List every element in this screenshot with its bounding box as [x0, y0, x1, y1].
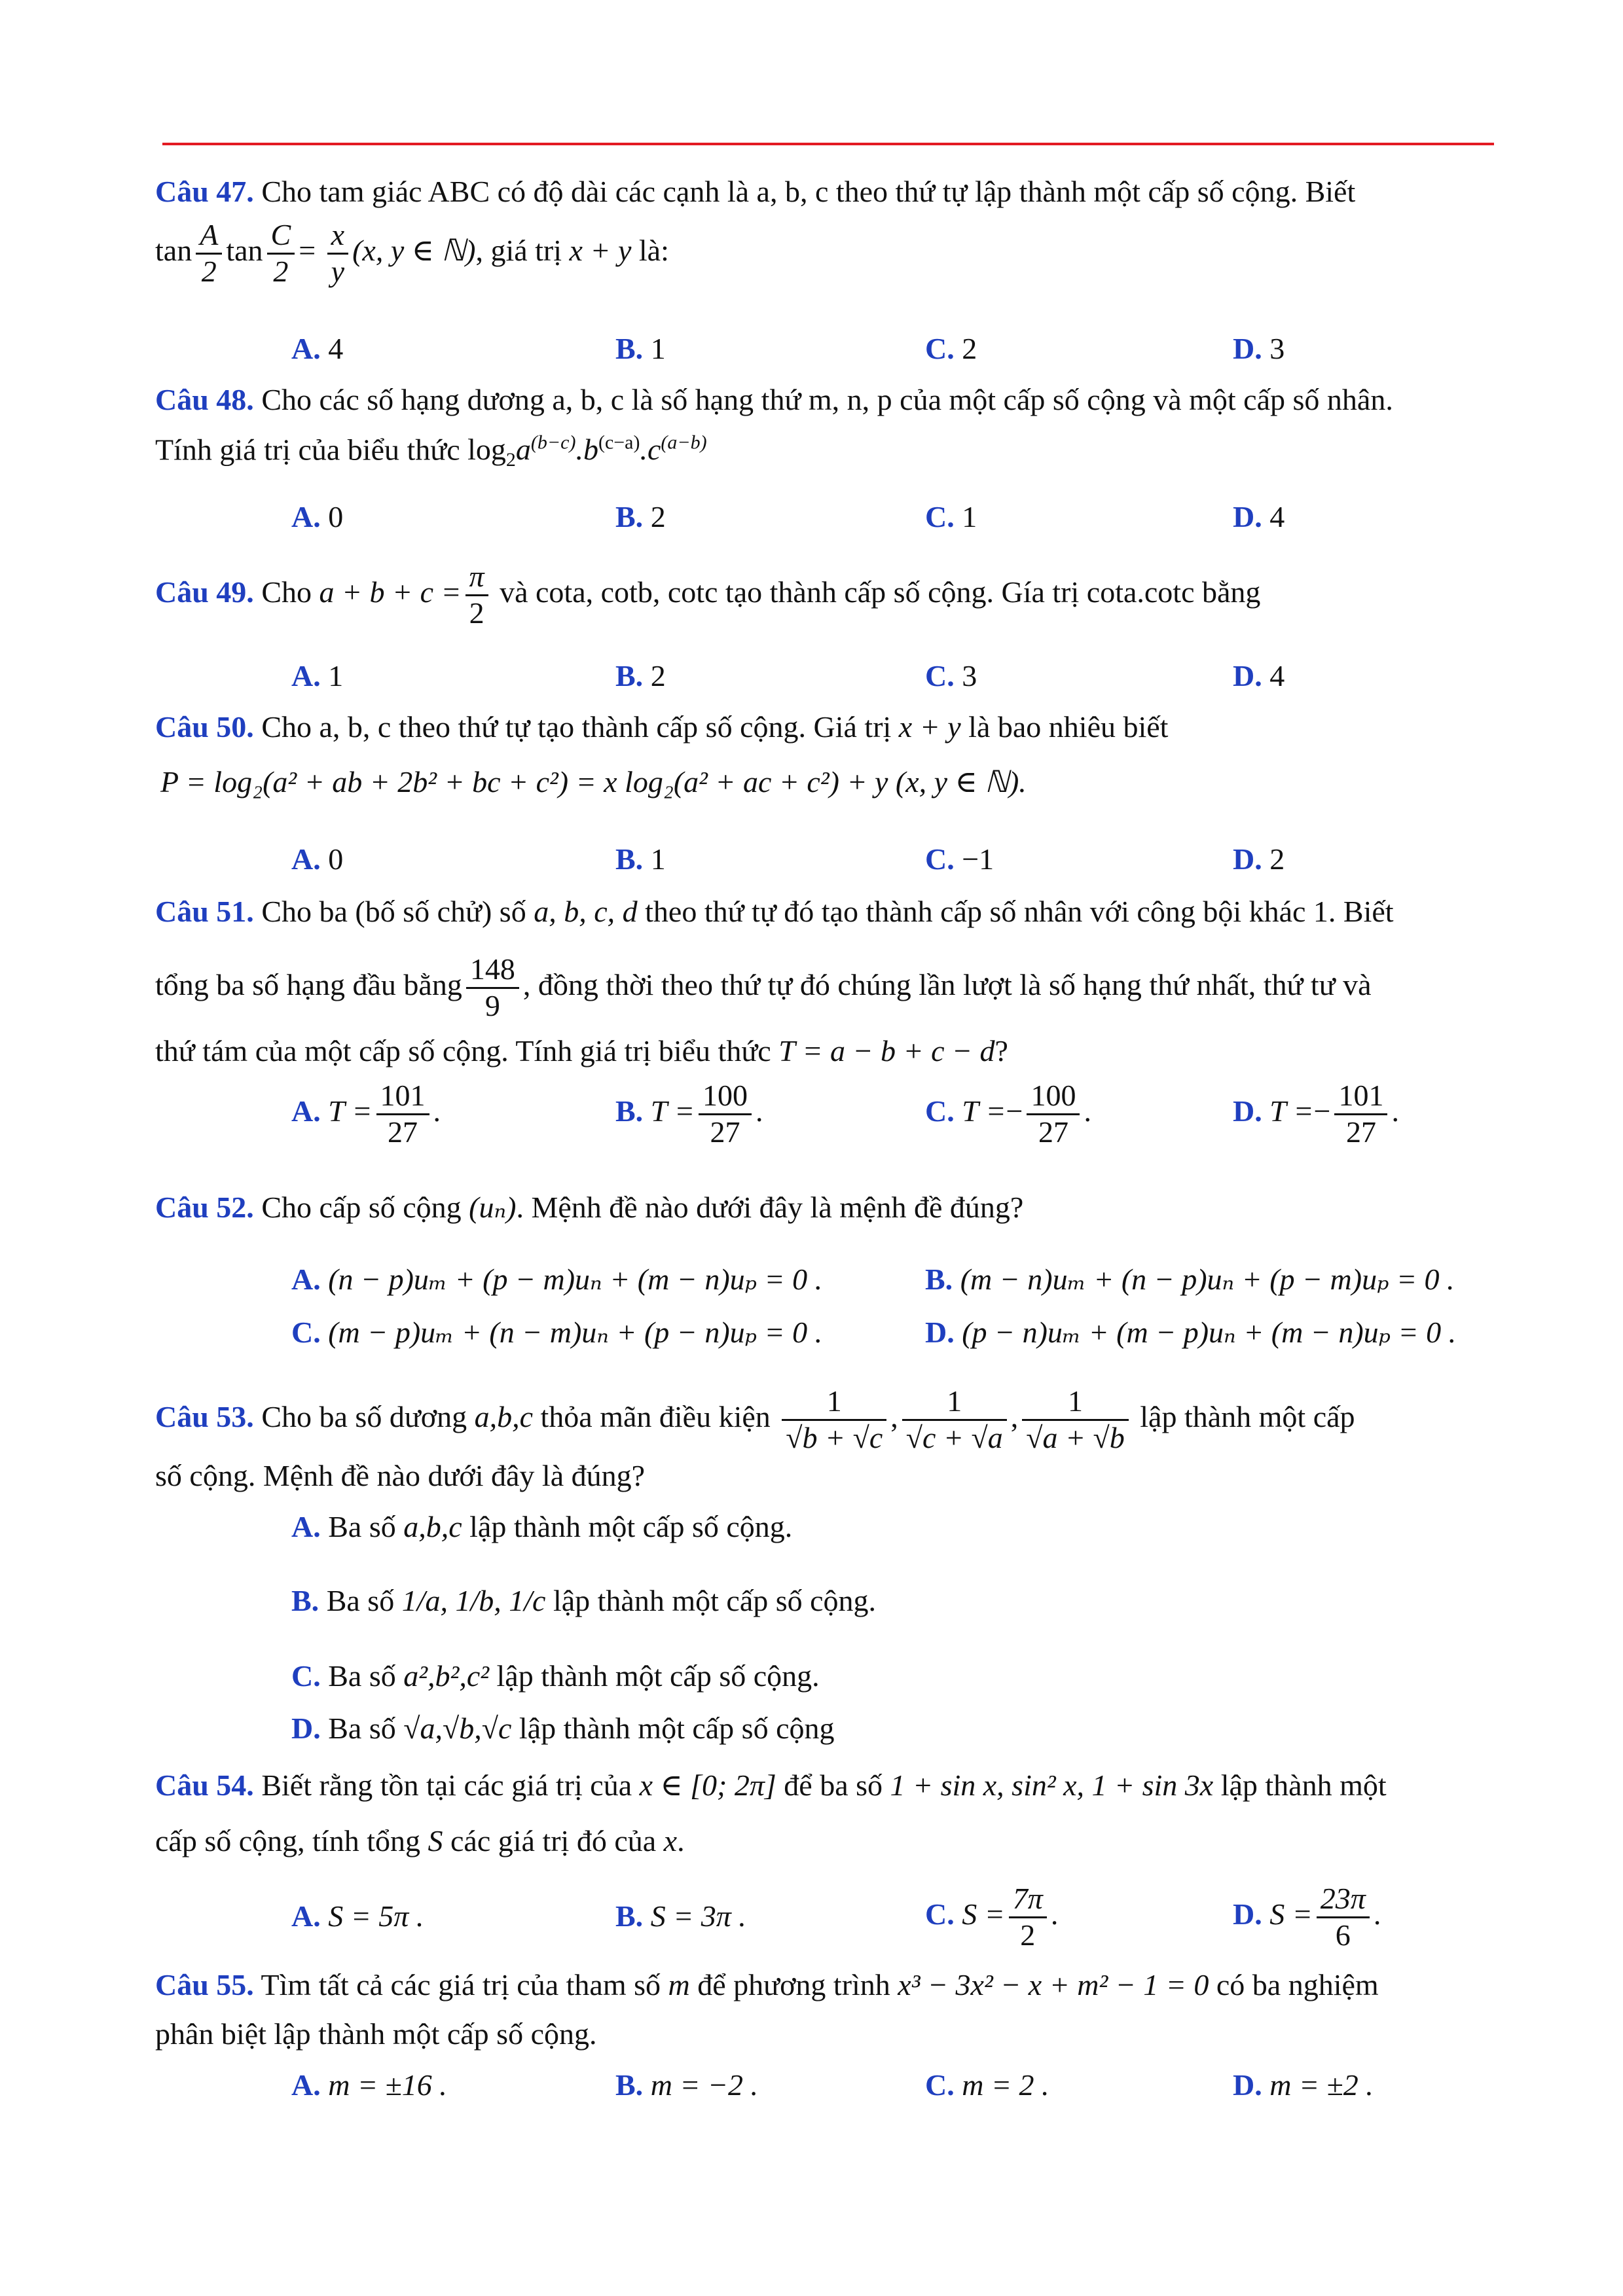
q50-expr: x + y [898, 710, 961, 744]
q53-line2: số cộng. Mệnh đề nào dưới đây là đúng? [155, 1459, 646, 1492]
q49-text2: và cota, cotb, cotc tạo thành cấp số cộng. Gía trị cota.cotc bằng [500, 575, 1261, 609]
q54-line1 [155, 1770, 1387, 1801]
q50-line1 [155, 712, 1168, 742]
q49-option-b[interactable]: B. 2 [615, 659, 666, 692]
q52-expr: (uₙ) [469, 1191, 517, 1224]
q47-tan1: tan [155, 233, 192, 267]
q52-text2: . Mệnh đề nào dưới đây là mệnh đề đúng? [516, 1191, 1024, 1224]
q47-option-b[interactable]: B. 1 [615, 332, 666, 365]
q51-label: Câu 51. [155, 895, 254, 928]
q48-line2 [155, 433, 707, 471]
q55-line2: phân biệt lập thành một cấp số cộng. [155, 2017, 597, 2051]
q53-text3: lập thành một cấp [1140, 1399, 1355, 1433]
q51-line3 [155, 1036, 1008, 1066]
q50-option-d[interactable]: D. 2 [1233, 842, 1285, 876]
q53-option-b[interactable]: B. Ba số 1/a, 1/b, 1/c lập thành một cấp số cộng. [291, 1584, 877, 1617]
q48-expr: $\log_2a^{(b-c)}.b^{(c-a)}.c^{(a-b)}$ [467, 432, 707, 471]
q53-vars: a,b,c [474, 1399, 533, 1433]
q49-expr: a + b + c = [319, 575, 462, 609]
q53-text2: thỏa mãn điều kiện [540, 1399, 771, 1433]
q52-line1 [155, 1193, 1023, 1223]
q51-text2: theo thứ tự đó tạo thành cấp số nhân với công bội khác 1. Biết [645, 895, 1394, 928]
q48-text2: Tính giá trị của biểu thức [155, 433, 460, 467]
q51-line2 [155, 952, 1372, 1024]
q51-option-a[interactable]: A. T = $\frac{101}{27}$ . [291, 1079, 441, 1149]
q51-vars: a, b, c, d [534, 895, 638, 928]
q47-option-d[interactable]: D. 3 [1233, 332, 1285, 365]
q50-formula: P = log₂(a² + ab + 2b² + bc + c²) = x log₂(a² + ac + c²) + y (x, y ∈ ℕ). [160, 765, 1027, 798]
q51-option-d[interactable]: D. T =− $\frac{101}{27}$ . [1233, 1079, 1399, 1149]
q52-text: Cho cấp số cộng [261, 1191, 462, 1224]
q47-text: Cho tam giác ABC có độ dài các cạnh là a, b, c theo thứ tự lập thành một cấp số cộng. Biết [261, 175, 1356, 208]
q54-text: Biết rằng tồn tại các giá trị của [261, 1768, 632, 1802]
q51-text: Cho ba (bố số chử) số [261, 895, 526, 928]
q47-expr: x + y [569, 233, 632, 267]
q47-frac1: $\frac{A}{2}$ [196, 218, 222, 289]
q51-text5: thứ tám của một cấp số cộng. Tính giá trị biểu thức [155, 1034, 771, 1067]
q54-option-d[interactable]: D. S = $\frac{23\pi}{6}$ . [1233, 1882, 1381, 1952]
q54-text5: các giá trị đó của [450, 1824, 657, 1857]
q52-label: Câu 52. [155, 1191, 254, 1224]
q54-option-b[interactable]: B. S = 3π . [615, 1899, 746, 1933]
q53-frac3: $\frac{1}{√a + √b}$ [1022, 1384, 1129, 1456]
q48-option-c[interactable]: C. 1 [925, 500, 977, 533]
q48-option-d[interactable]: D. 4 [1233, 500, 1285, 533]
q55-text2: để phương trình [697, 1968, 890, 2001]
q52-option-b[interactable]: B. (m − n)uₘ + (n − p)uₙ + (p − m)uₚ = 0 . [925, 1263, 1455, 1296]
q55-option-c[interactable]: C. m = 2 . [925, 2068, 1049, 2102]
q50-text2: là bao nhiêu biết [968, 710, 1169, 744]
q53-frac1: $\frac{1}{√b + √c}$ [782, 1384, 886, 1456]
q50-option-a[interactable]: A. 0 [291, 842, 344, 876]
q51-text6: ? [994, 1034, 1008, 1067]
q53-frac2: $\frac{1}{√c + √a}$ [902, 1384, 1007, 1456]
q54-text2: để ba số [784, 1768, 883, 1802]
q47-line1 [155, 177, 1355, 207]
q54-text6: . [677, 1824, 685, 1857]
q53-text: Cho ba số dương [261, 1399, 467, 1433]
q55-var: m [668, 1968, 690, 2001]
top-rule [162, 143, 1494, 145]
q49-option-c[interactable]: C. 3 [925, 659, 977, 692]
q49-label: Câu 49. [155, 575, 254, 609]
q54-var: S [428, 1824, 443, 1857]
q48-text: Cho các số hạng dương a, b, c là số hạng thứ m, n, p của một cấp số cộng và một cấp số nhân. [261, 383, 1393, 416]
q49-frac: $\frac{\pi}{2}$ [465, 560, 488, 631]
q53-option-d[interactable]: D. Ba số √a,√b,√c lập thành một cấp số cộng [291, 1712, 835, 1745]
q47-option-a[interactable]: A. 4 [291, 332, 344, 365]
q47-frac2: $\frac{C}{2}$ [267, 218, 295, 289]
q53-option-c[interactable]: C. Ba số a²,b²,c² lập thành một cấp số cộng. [291, 1659, 820, 1693]
q51-text3: tổng ba số hạng đầu bằng [155, 967, 462, 1001]
q47-condition: (x, y ∈ ℕ) [352, 233, 476, 267]
q48-option-b[interactable]: B. 2 [615, 500, 666, 533]
q55-option-a[interactable]: A. m = ±16 . [291, 2068, 447, 2102]
q53-option-a[interactable]: A. Ba số a,b,c lập thành một cấp số cộng. [291, 1510, 793, 1543]
q51-line1 [155, 897, 1394, 927]
q54-option-a[interactable]: A. S = 5π . [291, 1899, 424, 1933]
q47-text3: là: [631, 233, 669, 267]
q51-text4: , đồng thời theo thứ tự đó chúng lần lượt là số hạng thứ nhất, thứ tư và [522, 967, 1372, 1001]
q47-option-c[interactable]: C. 2 [925, 332, 977, 365]
q47-tan2: tan [226, 233, 263, 267]
q51-option-c[interactable]: C. T =− $\frac{100}{27}$ . [925, 1079, 1091, 1149]
q51-expr: T = a − b + c − d [778, 1034, 995, 1067]
q54-label: Câu 54. [155, 1768, 254, 1802]
q52-option-a[interactable]: A. (n − p)uₘ + (p − m)uₙ + (m − n)uₚ = 0 . [291, 1263, 823, 1296]
q47-formula-line [155, 218, 669, 289]
q47-text2: , giá trị [475, 233, 570, 267]
q54-text4: cấp số cộng, tính tổng [155, 1824, 420, 1857]
q50-label: Câu 50. [155, 710, 254, 744]
q50-option-c[interactable]: C. −1 [925, 842, 994, 876]
q53-line1: Câu 53. Cho ba số dương a,b,c thỏa mãn điều kiện $\frac{1}{√b + √c}$ , $\frac{1}{√c + √a}$ , $\frac{1}{√a + √b}$ lập thành một cấp [155, 1384, 1355, 1454]
q48-option-a[interactable]: A. 0 [291, 500, 344, 533]
q54-text3: lập thành một [1220, 1768, 1387, 1802]
q49-option-d[interactable]: D. 4 [1233, 659, 1285, 692]
q54-var2: x [663, 1824, 678, 1857]
q53-label: Câu 53. [155, 1399, 254, 1433]
q55-text: Tìm tất cả các giá trị của tham số [261, 1968, 661, 2001]
q48-line1 [155, 385, 1393, 415]
q54-expr2: 1 + sin x, sin² x, 1 + sin 3x [890, 1768, 1214, 1802]
q55-option-b[interactable]: B. m = −2 . [615, 2068, 758, 2102]
q54-expr: x ∈ [0; 2π] [639, 1768, 776, 1802]
q55-text3: có ba nghiệm [1216, 1968, 1379, 2001]
q50-option-b[interactable]: B. 1 [615, 842, 666, 876]
q54-line2 [155, 1826, 685, 1856]
q47-label: Câu 47. [155, 175, 254, 208]
q49-text: Cho [261, 575, 312, 609]
q47-frac3: $\frac{x}{y}$ [327, 218, 348, 289]
q55-line1 [155, 1970, 1379, 2000]
q52-option-c[interactable]: C. (m − p)uₘ + (n − m)uₙ + (p − n)uₚ = 0 . [291, 1316, 823, 1349]
q51-option-b[interactable]: B. T = $\frac{100}{27}$ . [615, 1079, 763, 1149]
q49-line1 [155, 560, 1260, 631]
q55-option-d[interactable]: D. m = ±2 . [1233, 2068, 1374, 2102]
q55-expr: x³ − 3x² − x + m² − 1 = 0 [898, 1968, 1209, 2001]
q47-eq: = [299, 233, 323, 267]
q52-option-d[interactable]: D. (p − n)uₘ + (m − p)uₙ + (m − n)uₚ = 0 . [925, 1316, 1457, 1349]
q55-label: Câu 55. [155, 1968, 254, 2001]
q50-text: Cho a, b, c theo thứ tự tạo thành cấp số cộng. Giá trị [261, 710, 892, 744]
q54-option-c[interactable]: C. S = $\frac{7\pi}{2}$ . [925, 1882, 1059, 1952]
q49-option-a[interactable]: A. 1 [291, 659, 344, 692]
q51-frac: $\frac{148}{9}$ [466, 952, 519, 1024]
q48-label: Câu 48. [155, 383, 254, 416]
